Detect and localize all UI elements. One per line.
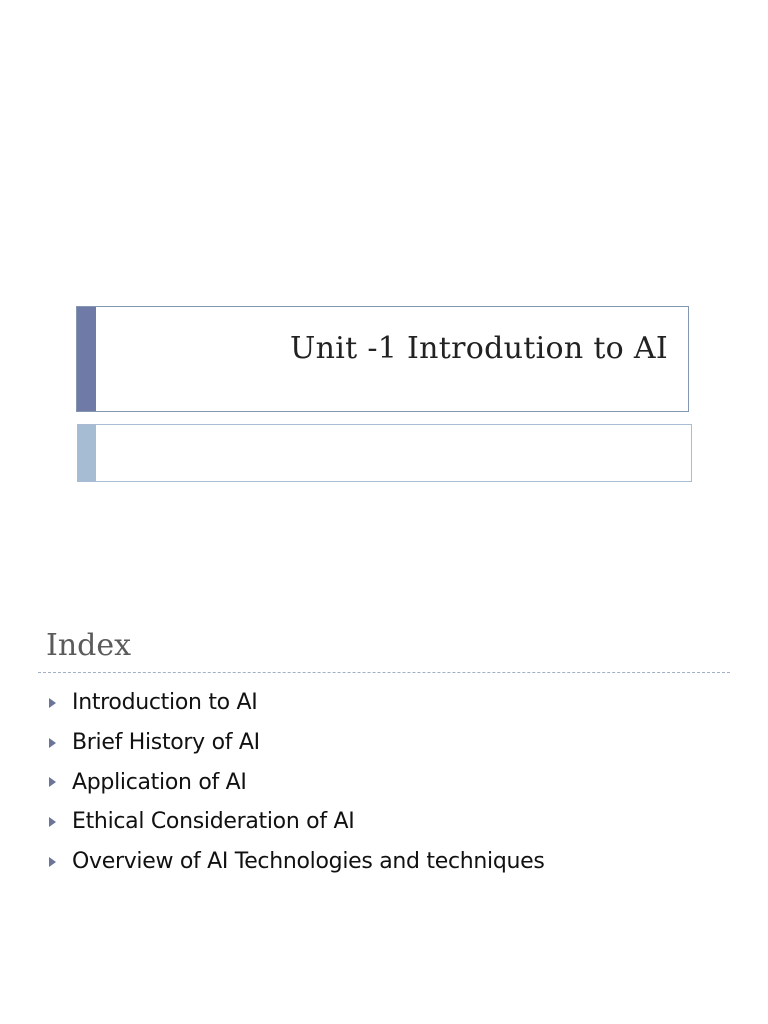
list-item [46, 842, 545, 882]
slide-title: Unit -1 Introdution to AI [290, 331, 668, 366]
list-item [46, 723, 545, 763]
list-item [46, 762, 545, 802]
subtitle-box [77, 424, 692, 482]
triangle-bullet-icon [49, 857, 56, 867]
triangle-bullet-icon [49, 817, 56, 827]
index-list [46, 683, 545, 881]
list-item [46, 802, 545, 842]
triangle-bullet-icon [49, 738, 56, 748]
list-item-label: Ethical Consideration of AI [72, 809, 355, 835]
triangle-bullet-icon [49, 777, 56, 787]
title-slide-box [76, 306, 689, 412]
list-item-label: Overview of AI Technologies and techniques [72, 849, 545, 875]
list-item-label: Introduction to AI [72, 690, 258, 716]
list-item-label: Application of AI [72, 769, 247, 795]
list-item-label: Brief History of AI [72, 730, 260, 756]
list-item [46, 683, 545, 723]
index-divider [38, 672, 730, 673]
subtitle-accent-bar [78, 425, 96, 481]
index-heading: Index [46, 628, 132, 663]
triangle-bullet-icon [49, 698, 56, 708]
title-accent-bar [77, 307, 96, 411]
